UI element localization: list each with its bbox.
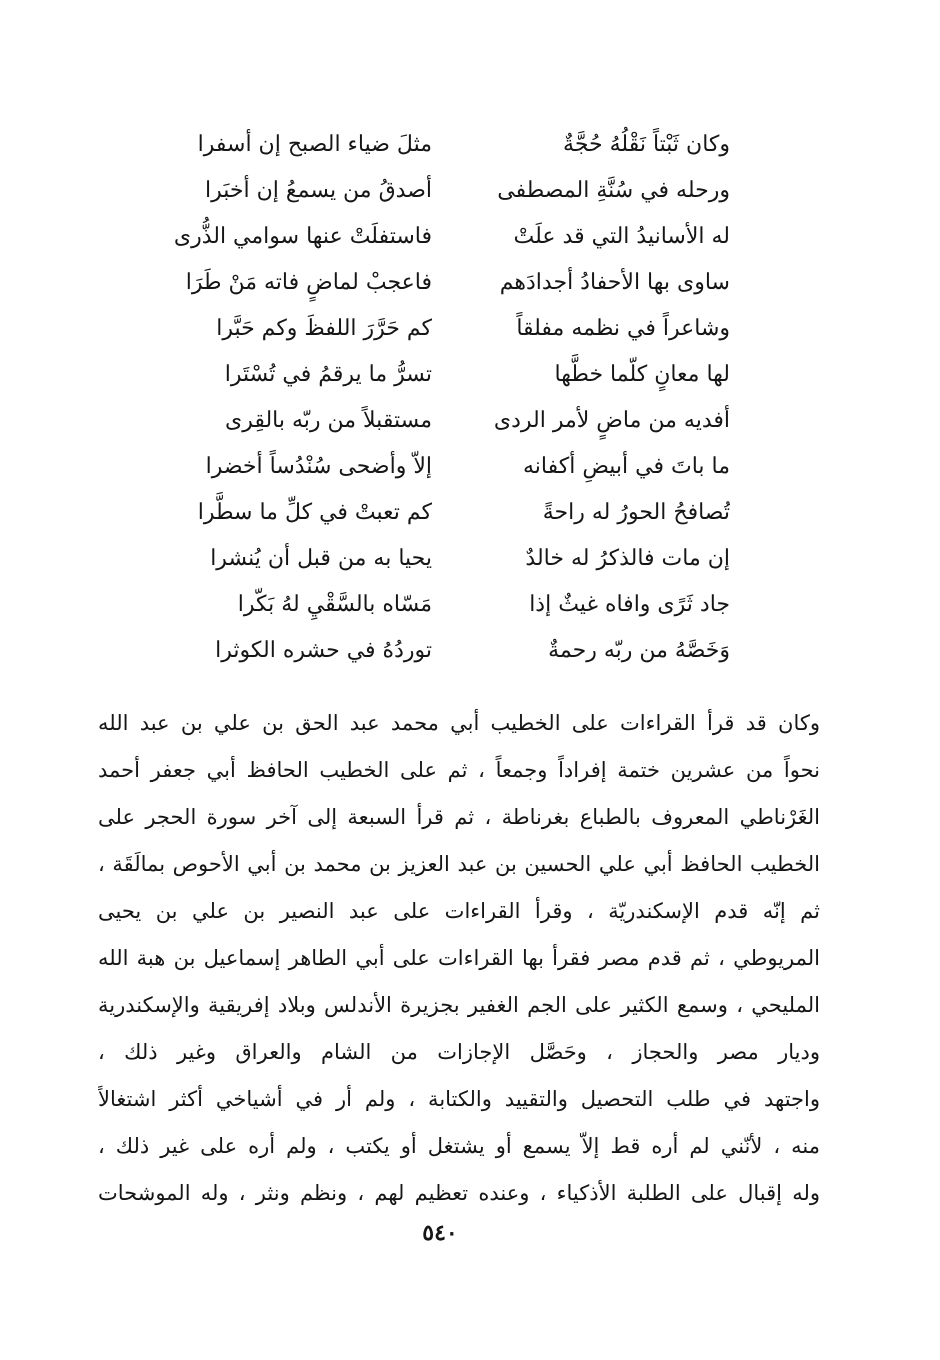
page-number: ٥٤٠ xyxy=(422,1220,458,1246)
poem-verse xyxy=(170,582,730,628)
prose-line: ثم إنّه قدم الإسكندريّة ، وقرأ القراءات على عبد النصير بن علي بن يحيى xyxy=(98,899,820,923)
verse-second-hemistich: أصدقُ من يسمعُ إن أخبَرا xyxy=(205,178,432,203)
verse-second-hemistich: مستقبلاً من ربّه بالقِرى xyxy=(224,408,432,433)
verse-first-hemistich: وشاعراً في نظمه مفلقاً xyxy=(516,316,730,341)
verse-first-hemistich: تُصافحُ الحورُ له راحةً xyxy=(542,500,730,525)
verse-first-hemistich: وكان ثَبْتاً نَقْلُهُ حُجَّةٌ xyxy=(563,132,730,157)
poem-verse xyxy=(170,628,730,674)
verse-first-hemistich: ورحله في سُنَّةِ المصطفى xyxy=(497,178,730,203)
verse-second-hemistich: فاعجبْ لماضٍ فاته مَنْ طَرَا xyxy=(185,270,432,295)
verse-first-hemistich: أفديه من ماضٍ لأمر الردى xyxy=(493,408,730,433)
poem-verse xyxy=(170,306,730,352)
verse-second-hemistich: كم حَرَّرَ اللفظَ وكم حَبَّرا xyxy=(216,316,432,341)
verse-second-hemistich: مثلَ ضياء الصبح إن أسفرا xyxy=(197,132,432,157)
verse-second-hemistich: كم تعبتْ في كلِّ ما سطَّرا xyxy=(197,500,432,525)
prose-paragraph xyxy=(98,700,820,1217)
verse-first-hemistich: ما باتَ في أبيضِ أكفانه xyxy=(522,454,730,479)
prose-line: وكان قد قرأ القراءات على الخطيب أبي محمد عبد الحق بن علي بن عبد الله xyxy=(98,711,820,735)
prose-line: منه ، لأنّني لم أره قط إلاّ يسمع أو يشتغل أو يكتب ، ولم أره على غير ذلك ، xyxy=(98,1134,820,1158)
prose-line: المليحي ، وسمع الكثير على الجم الغفير بجزيرة الأندلس وبلاد إفريقية والإسكندرية xyxy=(98,993,820,1017)
verse-first-hemistich: لها معانٍ كلّما خطَّها xyxy=(554,362,730,387)
verse-first-hemistich: إن مات فالذكرُ له خالدٌ xyxy=(525,546,730,571)
verse-first-hemistich: وَخَصَّهُ من ربّه رحمةٌ xyxy=(548,638,730,663)
verse-first-hemistich: ساوى بها الأحفادُ أجدادَهم xyxy=(499,270,730,295)
prose-line: وديار مصر والحجاز ، وحَصَّل الإجازات من الشام والعراق وغير ذلك ، xyxy=(98,1040,820,1064)
poem-verse xyxy=(170,122,730,168)
poem-verse xyxy=(170,398,730,444)
prose-line: وله إقبال على الطلبة الأذكياء ، وعنده تعظيم لهم ، ونظم ونثر ، وله الموشحات xyxy=(98,1181,820,1205)
verse-first-hemistich: له الأسانيدُ التي قد علَتْ xyxy=(513,224,730,249)
verse-first-hemistich: جاد ثَرًى وافاه غيثٌ إذا xyxy=(529,592,730,617)
verse-second-hemistich: يحيا به من قبل أن يُنشرا xyxy=(210,546,432,571)
verse-second-hemistich: إلاّ وأضحى سُنْدُساً أخضرا xyxy=(205,454,432,479)
poem-verse xyxy=(170,260,730,306)
poem-verse xyxy=(170,214,730,260)
prose-line: الخطيب الحافظ أبي علي الحسين بن عبد العزيز بن محمد بن أبي الأحوص بمالَقَة ، xyxy=(98,852,820,876)
poem-verse xyxy=(170,444,730,490)
poem-block xyxy=(170,122,730,674)
prose-line: نحواً من عشرين ختمة إفراداً وجمعاً ، ثم على الخطيب الحافظ أبي جعفر أحمد xyxy=(98,758,820,782)
poem-verse xyxy=(170,536,730,582)
prose-line: المريوطي ، ثم قدم مصر فقرأ بها القراءات على أبي الطاهر إسماعيل بن هبة الله xyxy=(98,946,820,970)
poem-verse xyxy=(170,168,730,214)
verse-second-hemistich: فاستفلَتْ عنها سوامي الذُّرى xyxy=(173,224,432,249)
prose-line: الغَرْناطي المعروف بالطباع بغرناطة ، ثم قرأ السبعة إلى آخر سورة الحجر على xyxy=(98,805,820,829)
verse-second-hemistich: توردُهُ في حشره الكوثرا xyxy=(215,638,432,663)
poem-verse xyxy=(170,352,730,398)
verse-second-hemistich: تسرُّ ما يرقمُ في تُسْتَرا xyxy=(224,362,432,387)
poem-verse xyxy=(170,490,730,536)
verse-second-hemistich: مَسّاه بالسَّقْيِ لهُ بَكّرا xyxy=(237,592,432,617)
prose-line: واجتهد في طلب التحصيل والتقييد والكتابة ، ولم أر في أشياخي أكثر اشتغالاً xyxy=(98,1087,820,1111)
